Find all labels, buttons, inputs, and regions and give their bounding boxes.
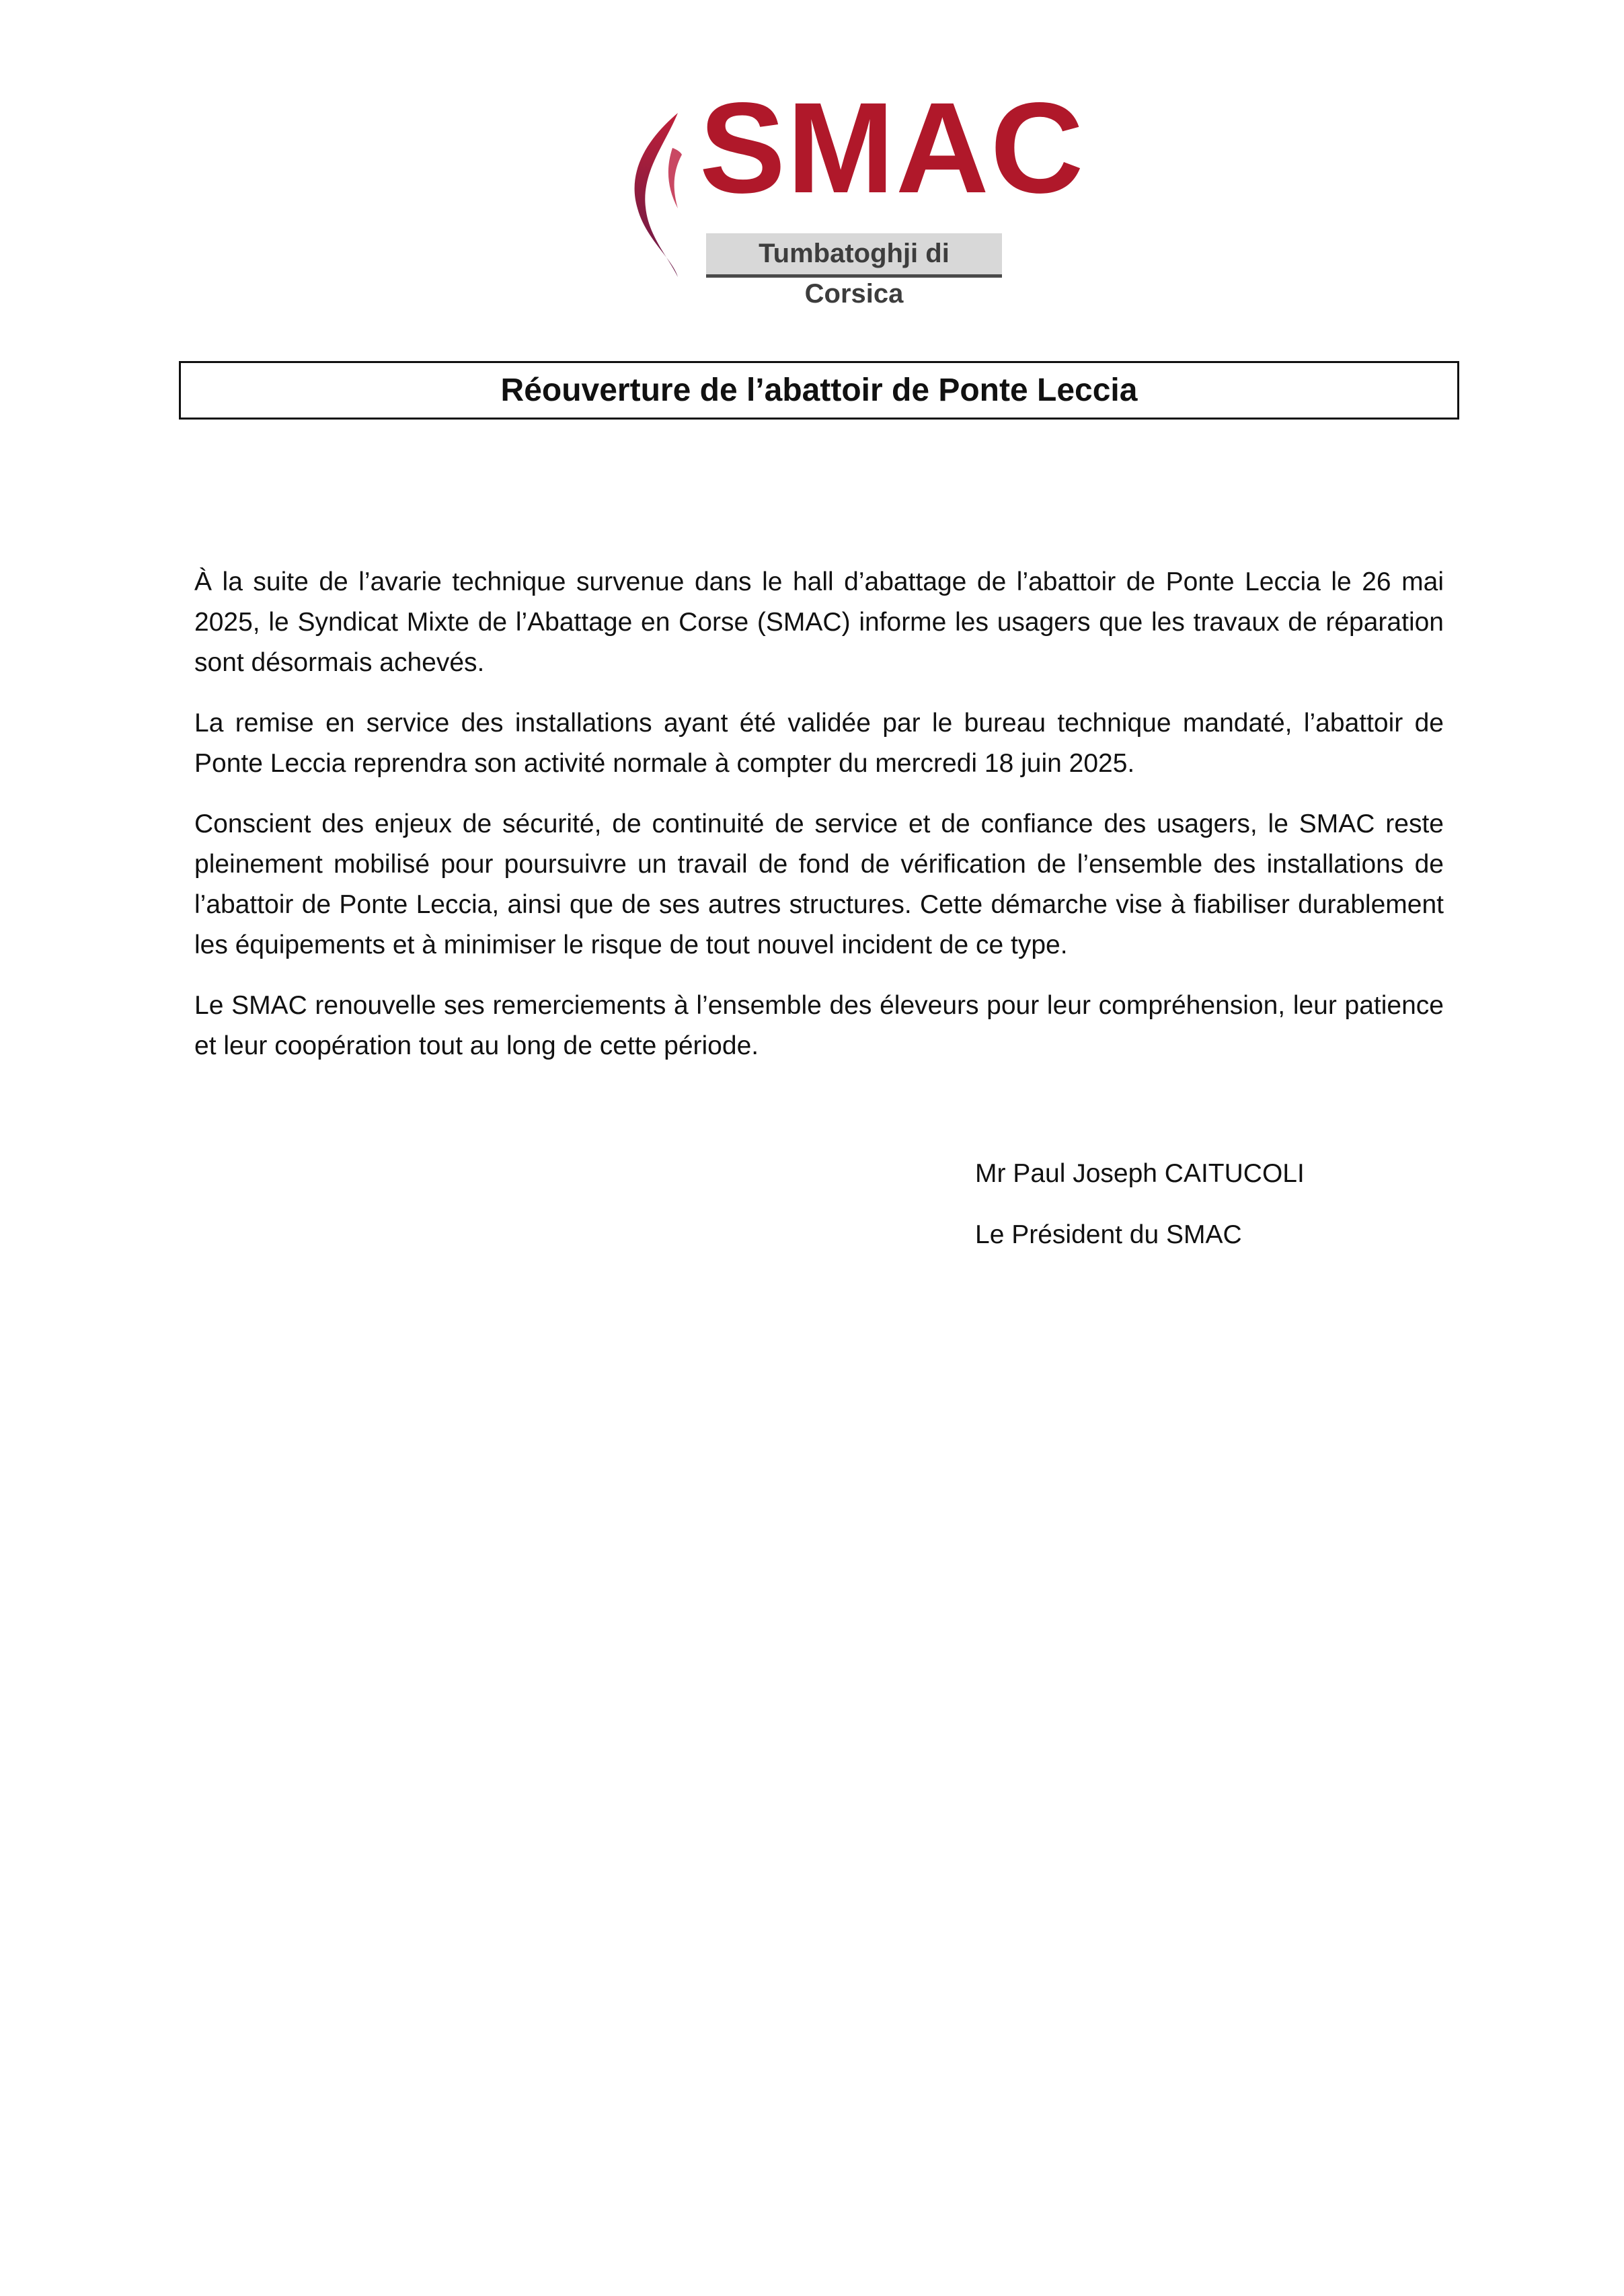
smac-emblem-icon: [625, 108, 699, 282]
title-box: [179, 361, 1459, 420]
signatory-role: Le Président du SMAC: [975, 1220, 1242, 1249]
signatory-name: Mr Paul Joseph CAITUCOLI: [975, 1159, 1305, 1188]
paragraph: La remise en service des installations ayant été validée par le bureau technique mandaté, l’abattoir de Ponte Leccia reprendra son activité normale à compter du mercredi 18 juin 2025.: [194, 709, 1444, 778]
paragraph: Le SMAC renouvelle ses remerciements à l’ensemble des éleveurs pour leur compréhension, leur patience et leur coopération tout au long de cette période.: [194, 991, 1444, 1060]
document-title: Réouverture de l’abattoir de Ponte Leccia: [500, 372, 1138, 408]
smac-logo: [625, 75, 1085, 309]
logo-tagline: Tumbatoghji di Corsica: [706, 233, 1002, 278]
paragraph: À la suite de l’avarie technique survenue dans le hall d’abattage de l’abattoir de Ponte Leccia le 26 mai 2025, le Syndicat Mixte de l’Abattage en Corse (SMAC) informe les usagers que les travaux de réparation sont désormais achevés.: [194, 567, 1444, 677]
logo-wordmark: SMAC: [699, 75, 1085, 220]
signature-block: [975, 1154, 1305, 1276]
paragraph: Conscient des enjeux de sécurité, de continuité de service et de confiance des usagers, le SMAC reste pleinement mobilisé pour poursuivre un travail de fond de vérification de l’ensemble des installations de l’abattoir de Ponte Leccia, ainsi que de ses autres structures. Cette démarche vise à fiabiliser durablement les équipements et à minimiser le risque de tout nouvel incident de ce type.: [194, 809, 1444, 959]
document-body: [194, 562, 1444, 1086]
